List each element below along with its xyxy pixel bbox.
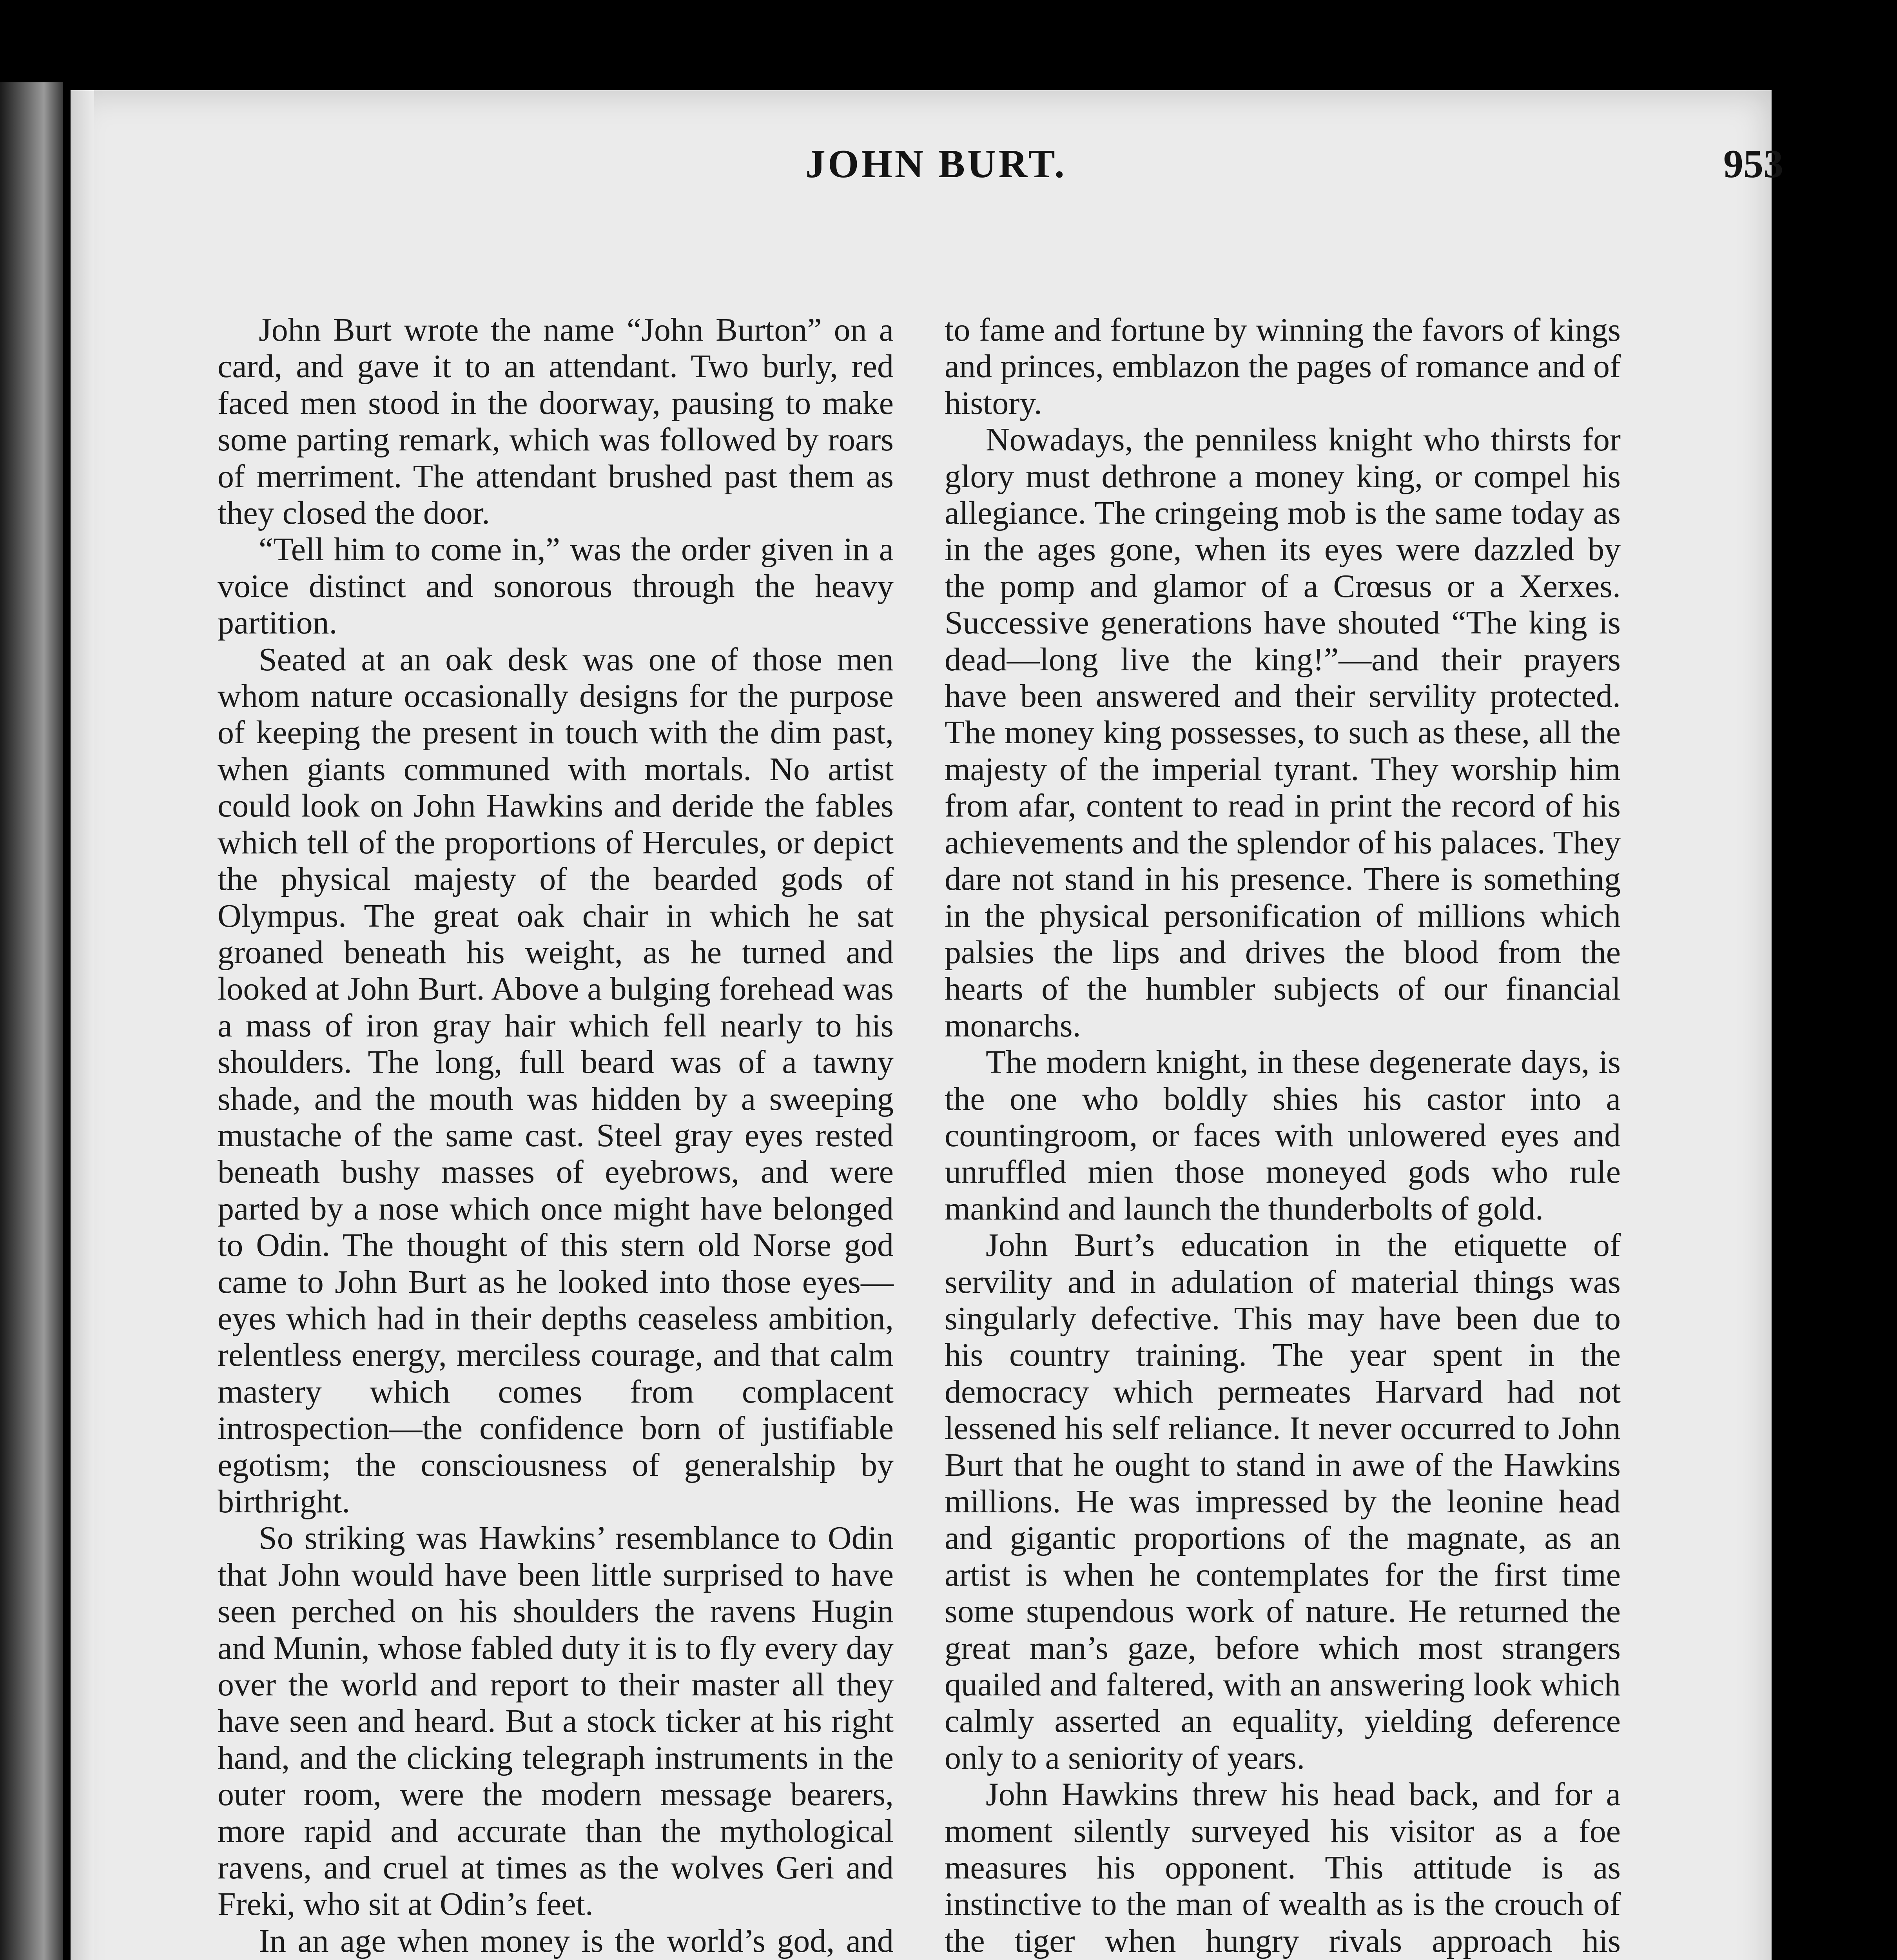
paragraph: Seated at an oak desk was one of those men whom nature occasionally designs for the purpose of keeping the present in touch with the dim past, when giants communed with mortals. No artist could look on John Hawkins and deride the fables which tell of the proportions of Hercules, or depict the physical majesty of the bearded gods of Olympus. The great oak chair in which he sat groaned beneath his weight, as he turned and looked at John Burt. Above a bulging forehead was a mass of iron gray hair which fell nearly to his shoulders. The long, full beard was of a tawny shade, and the mouth was hidden by a sweeping mustache of the same cast. Steel gray eyes rested beneath bushy masses of eyebrows, and were parted by a nose which once might have belonged to Odin. The thought of this stern old Norse god came to John Burt as he looked into those eyes—eyes which had in their depths ceaseless ambition, relentless energy, merciless courage, and that calm mastery which comes from complacent introspection—the confidence born of justifiable egotism; the consciousness of generalship by birthright.: [218, 641, 894, 1520]
paragraph: So striking was Hawkins’ resemblance to Odin that John would have been little surprised to have seen perched on his shoulders the ravens Hugin and Munin, whose fabled duty it is to fly every day over the world and report to their master all they have seen and heard. But a stock ticker at his right hand, and the clicking telegraph instruments in the outer room, were the modern message bearers, more rapid and accurate than the mythological ravens, and cruel at times as the wolves Geri and Freki, who sit at Odin’s feet.: [218, 1520, 894, 1923]
running-title: JOHN BURT.: [805, 142, 1067, 186]
adjacent-page-edge: [0, 82, 63, 1960]
right-column: [945, 312, 1621, 1960]
paragraph: The modern knight, in these degenerate days, is the one who boldly shies his castor into a countingroom, or faces with unlowered eyes and unruffled mien those moneyed gods who rule mankind and launch the thunderbolts of gold.: [945, 1044, 1621, 1227]
left-column: [218, 312, 894, 1960]
paragraph: Nowadays, the penniless knight who thirsts for glory must dethrone a money king, or compel his allegiance. The cringeing mob is the same today as in the ages gone, when its eyes were dazzled by the pomp and glamor of a Crœsus or a Xerxes. Successive generations have shouted “The king is dead—long live the king!”—and their prayers have been answered and their servility protected. The money king possesses, to such as these, all the majesty of the imperial tyrant. They worship him from afar, content to read in print the record of his achievements and the splendor of his palaces. They dare not stand in his presence. There is something in the physical personification of millions which palsies the lips and drives the blood from the hearts of the humbler subjects of our financial monarchs.: [945, 421, 1621, 1044]
paragraph-continued: to fame and fortune by winning the favors of kings and princes, emblazon the pages of romance and of history.: [945, 312, 1621, 421]
paragraph: “Tell him to come in,” was the order given in a voice distinct and sonorous through the heavy partition.: [218, 531, 894, 641]
paragraph: John Hawkins threw his head back, and for a moment silently surveyed his visitor as a foe measures his opponent. This attitude is as instinctive to the man of wealth as is the crouch of the tiger when hungry rivals approach his: [945, 1776, 1621, 1959]
binding-shadow: [71, 90, 94, 1960]
paragraph: John Burt wrote the name “John Burton” on a card, and gave it to an attendant. Two burly, red faced men stood in the doorway, pausing to make some parting remark, which was followed by roars of merriment. The attendant brushed past them as they closed the door.: [218, 312, 894, 532]
paragraph: John Burt’s education in the etiquette of servility and in adulation of material things was singularly defective. This may have been due to his country training. The year spent in the democracy which permeates Harvard had not lessened his self reliance. It never occurred to John Burt that he ought to stand in awe of the Hawkins millions. He was impressed by the leonine head and gigantic proportions of the magnate, as an artist is when he contemplates for the first time some stupendous work of nature. He returned the great man’s gaze, before which most strangers quailed and faltered, with an answering look which calmly asserted an equality, yielding deference only to a seniority of years.: [945, 1227, 1621, 1776]
page-number: 953: [1723, 142, 1783, 186]
paragraph: In an age when money is the world’s god, and: [259, 1922, 894, 1959]
